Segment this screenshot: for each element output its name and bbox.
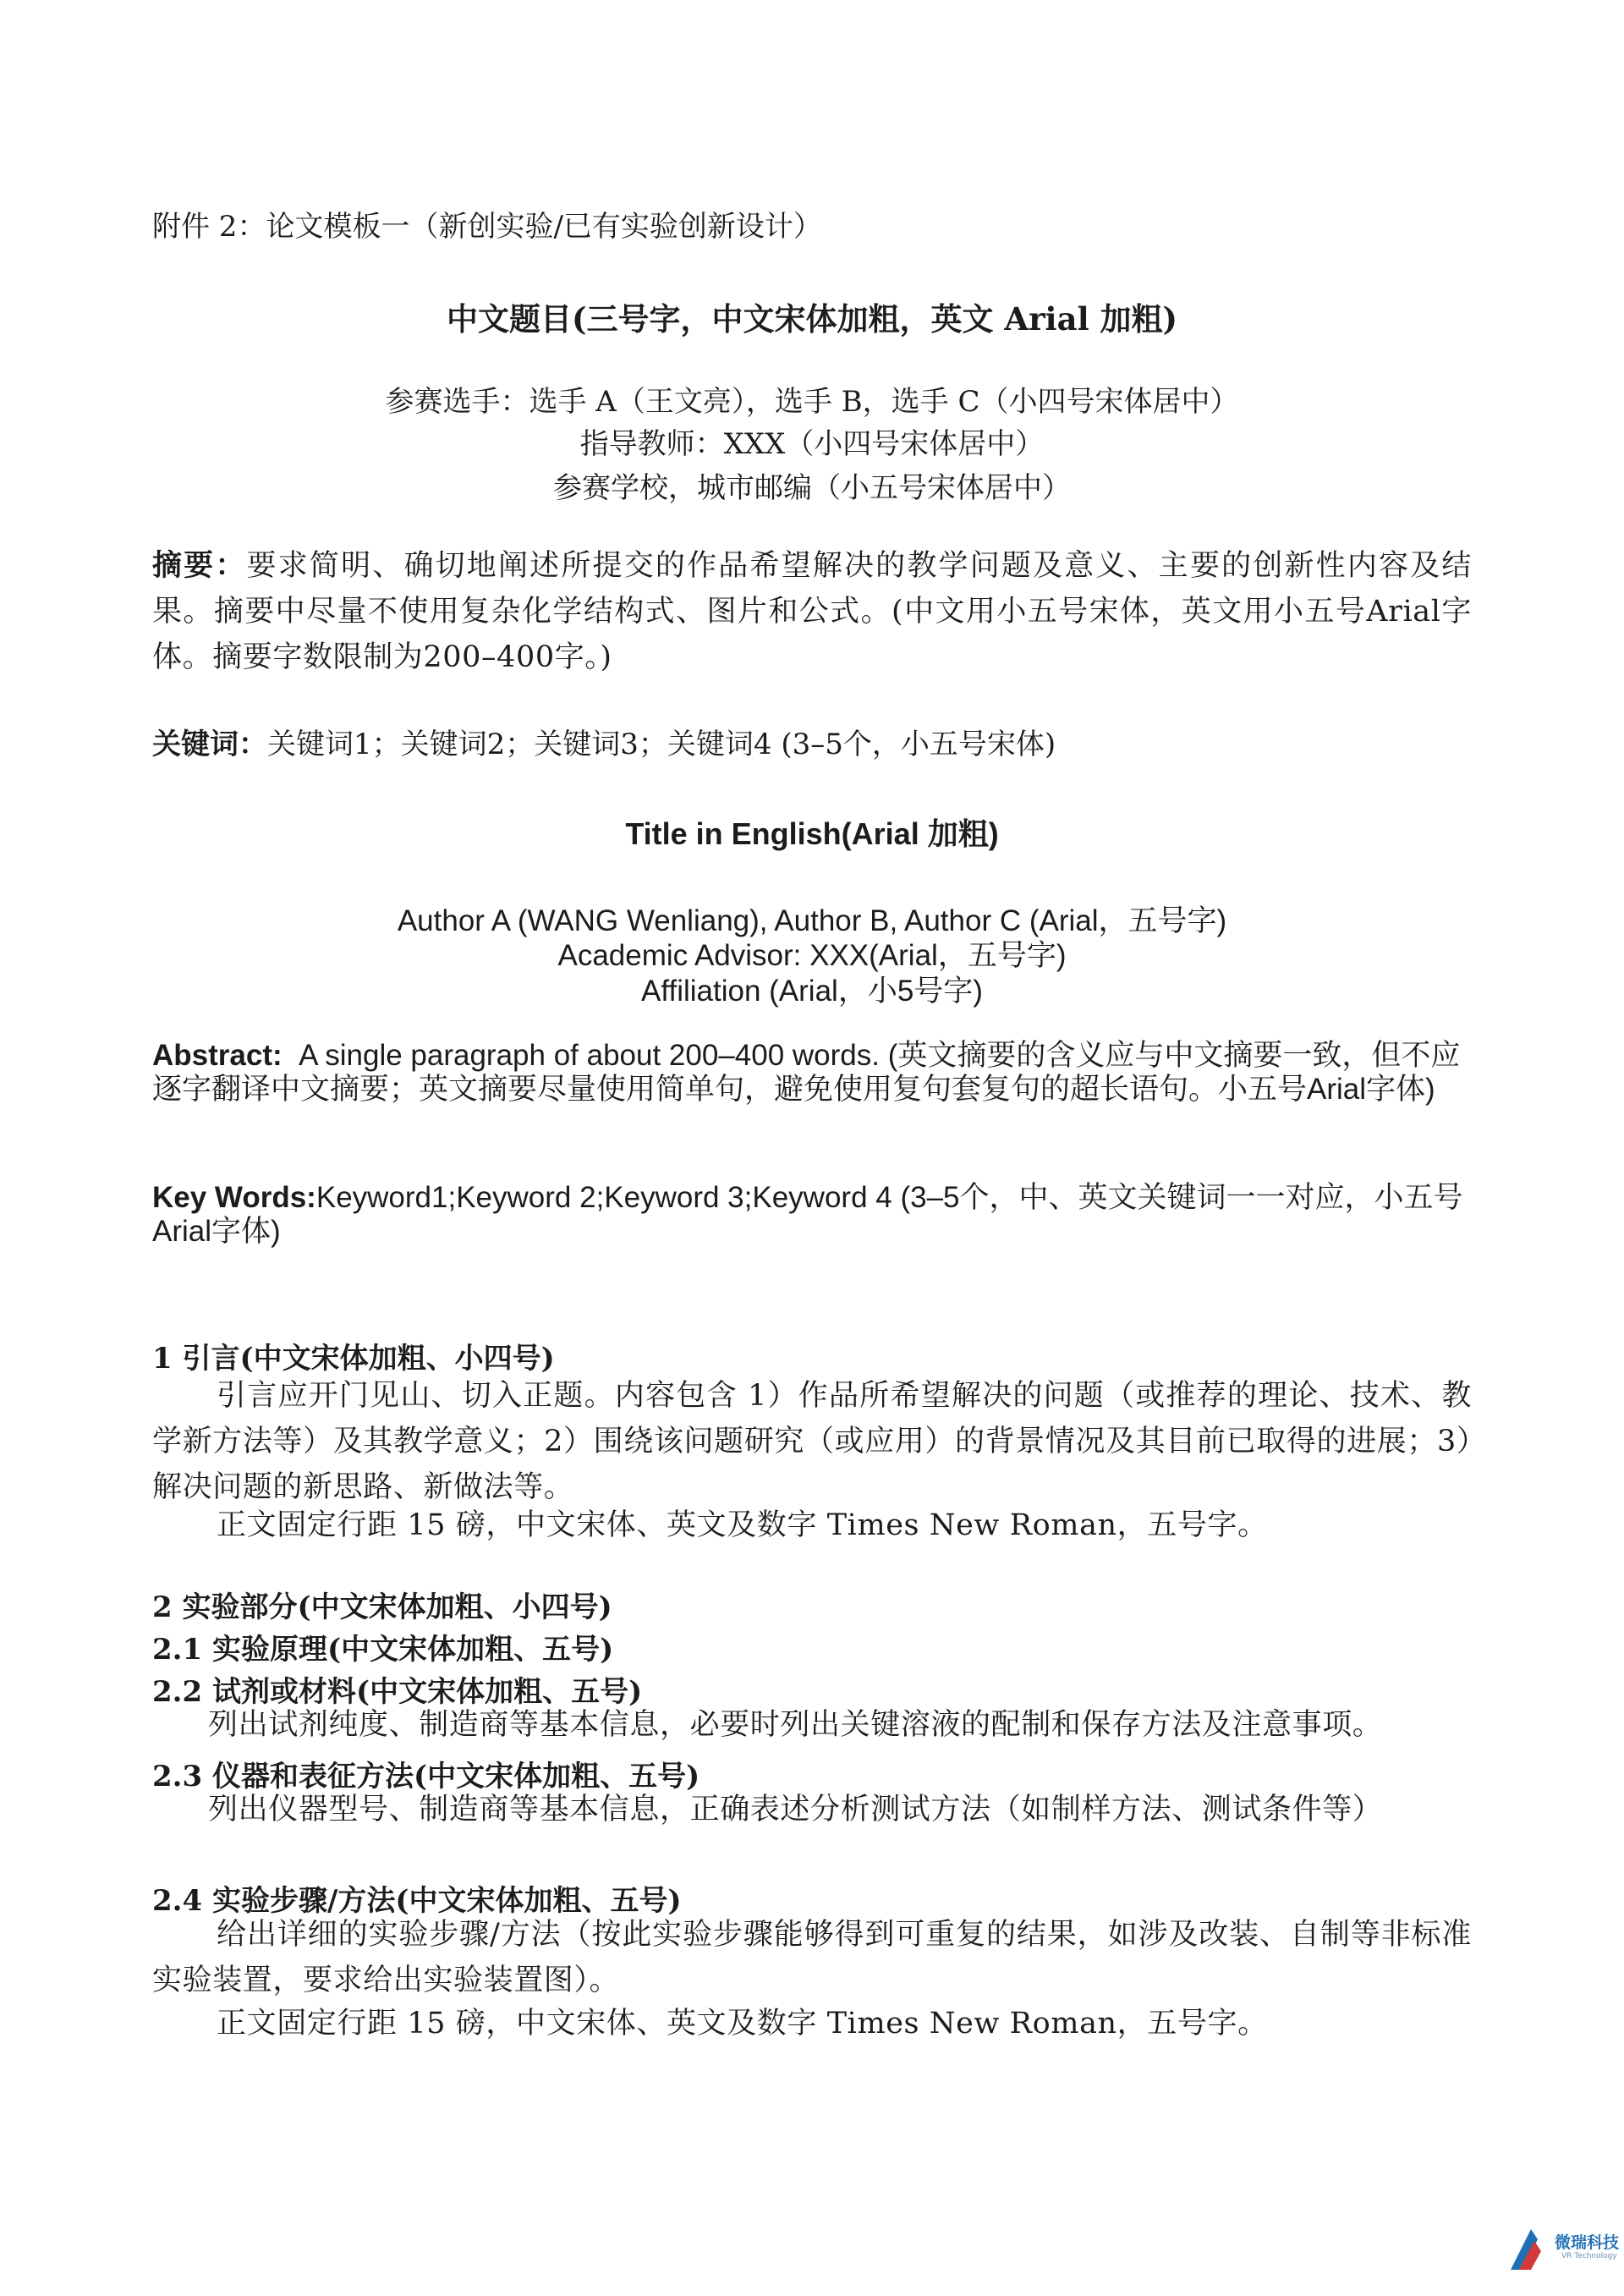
en-abstract-body: A single paragraph of about 200–400 words. (英文摘要的含义应与中文摘要一致，但不应逐字翻译中文摘要；英文摘要尽量使用简单句，避免使用复句套复句的超长语句。小五号Arial字体) xyxy=(152,1039,1461,1106)
attachment-label: 附件 2：论文模板一（新创实验/已有实验创新设计） xyxy=(152,210,822,244)
section-2-4-heading: 2.4 实验步骤/方法(中文宋体加粗、五号) xyxy=(152,1884,682,1918)
en-title: Title in English(Arial 加粗) xyxy=(625,816,999,851)
logo-subtext: VR Technology xyxy=(1561,2252,1617,2260)
en-authors: Author A (WANG Wenliang), Author B, Author C (Arial，五号字) xyxy=(397,904,1227,937)
en-advisor: Academic Advisor: XXX(Arial，五号字) xyxy=(557,939,1067,972)
en-keywords-label: Key Words: xyxy=(152,1181,316,1214)
cn-keywords-label: 关键词： xyxy=(152,728,267,761)
section-2-4-paragraph-1: 给出详细的实验步骤/方法（按此实验步骤能够得到可重复的结果，如涉及改装、自制等非标准实验装置，要求给出实验装置图）。 xyxy=(152,1918,1472,1997)
section-2-heading: 2 实验部分(中文宋体加粗、小四号) xyxy=(152,1590,612,1624)
section-2-1-heading: 2.1 实验原理(中文宋体加粗、五号) xyxy=(152,1633,614,1667)
en-abstract-label: Abstract: xyxy=(152,1039,283,1072)
cn-school: 参赛学校，城市邮编（小五号宋体居中） xyxy=(553,471,1071,505)
logo-text: 微瑞科技 xyxy=(1555,2233,1620,2252)
cn-title: 中文题目(三号字，中文宋体加粗，英文 Arial 加粗) xyxy=(446,300,1178,338)
section-2-3-heading: 2.3 仪器和表征方法(中文宋体加粗、五号) xyxy=(152,1760,700,1793)
section-1-paragraph-2: 正文固定行距 15 磅，中文宋体、英文及数字 Times New Roman，五号字。 xyxy=(217,1508,1268,1542)
section-1-paragraph-1: 引言应开门见山、切入正题。内容包含 1）作品所希望解决的问题（或推荐的理论、技术、教学新方法等）及其教学意义；2）围绕该问题研究（或应用）的背景情况及其目前已取得的进展；3）解决问题的新思路、新做法等。 xyxy=(152,1379,1472,1504)
cn-abstract-label: 摘要： xyxy=(152,548,247,583)
cn-keywords-body: 关键词1；关键词2；关键词3；关键词4 (3–5个，小五号宋体) xyxy=(267,728,1056,761)
section-2-4-paragraph-2: 正文固定行距 15 磅，中文宋体、英文及数字 Times New Roman，五号字。 xyxy=(217,2007,1268,2041)
section-1-heading: 1 引言(中文宋体加粗、小四号) xyxy=(152,1342,555,1376)
cn-abstract xyxy=(152,543,1472,680)
en-keywords xyxy=(152,1181,1472,1249)
section-2-3-paragraph: 列出仪器型号、制造商等基本信息，正确表述分析测试方法（如制样方法、测试条件等） xyxy=(208,1793,1383,1826)
cn-authors: 参赛选手：选手 A（王文亮），选手 B，选手 C（小四号宋体居中） xyxy=(385,385,1239,419)
en-abstract xyxy=(152,1039,1472,1107)
cn-keywords xyxy=(152,721,1472,762)
section-2-2-heading: 2.2 试剂或材料(中文宋体加粗、五号) xyxy=(152,1675,643,1709)
en-keywords-body: Keyword1;Keyword 2;Keyword 3;Keyword 4 (3–5个，中、英文关键词一一对应，小五号Arial字体) xyxy=(152,1181,1463,1248)
cn-abstract-body: 要求简明、确切地阐述所提交的作品希望解决的教学问题及意义、主要的创新性内容及结果。摘要中尽量不使用复杂化学结构式、图片和公式。(中文用小五号宋体，英文用小五号Arial字体。摘要字数限制为200–400字。) xyxy=(152,549,1472,674)
section-2-2-paragraph: 列出试剂纯度、制造商等基本信息，必要时列出关键溶液的配制和保存方法及注意事项。 xyxy=(208,1708,1383,1742)
en-affiliation: Affiliation (Arial，小5号字) xyxy=(641,975,983,1008)
cn-advisor: 指导教师：XXX（小四号宋体居中） xyxy=(579,427,1045,461)
